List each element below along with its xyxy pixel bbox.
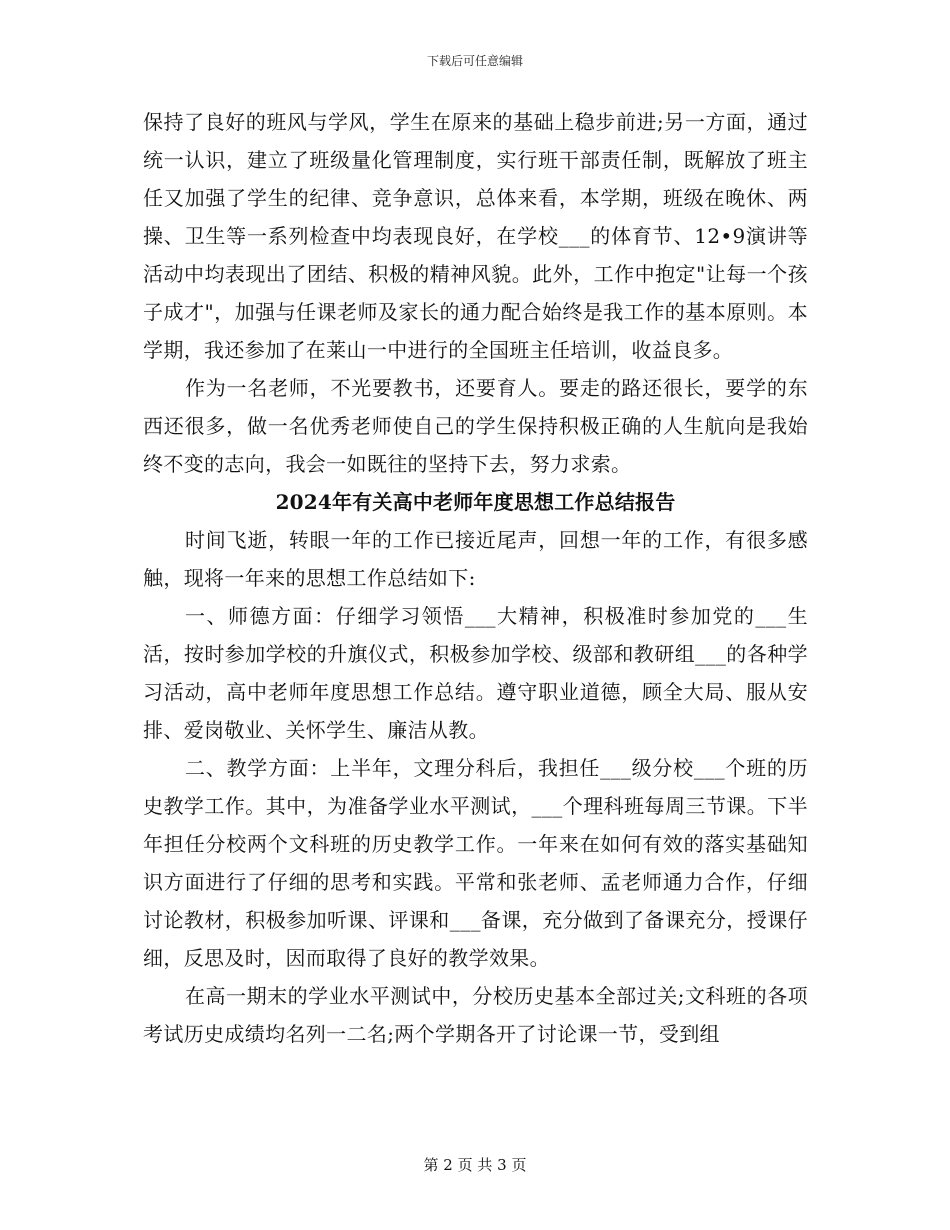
page-header: 下载后可任意编辑 [426, 54, 523, 68]
paragraph-results: 在高一期末的学业水平测试中，分校历史基本全部过关;文科班的各项考试历史成绩均名列一二名;两个学期各开了讨论课一节，受到组 [143, 984, 808, 1046]
paragraph-teaching: 二、教学方面：上半年，文理分科后，我担任___级分校___个班的历史教学工作。其中，为准备学业水平测试，___个理科班每周三节课。下半年担任分校两个文科班的历史教学工作。一年来在如何有效的落实基础知识方面进行了仔细的思考和实践。平常和张老师、孟老师通力合作，仔细讨论教材，积极参加听课、评课和___备课，充分做到了备课充分，授课仔细，反思及时，因而取得了良好的教学效果。 [143, 756, 808, 970]
paragraph-ethics: 一、师德方面：仔细学习领悟___大精神，积极准时参加党的___生活，按时参加学校的升旗仪式，积极参加学校、级部和教研组___的各种学习活动，高中老师年度思想工作总结。遵守职业道德，顾全大局、服从安排、爱岗敬业、关怀学生、廉洁从教。 [143, 604, 808, 742]
paragraph-class-management: 保持了良好的班风与学风，学生在原来的基础上稳步前进;另一方面，通过统一认识，建立了班级量化管理制度，实行班干部责任制，既解放了班主任又加强了学生的纪律、竞争意识，总体来看，本学期，班级在晚休、两操、卫生等一系列检查中均表现良好，在学校___的体育节、12•9演讲等活动中均表现出了团结、积极的精神风貌。此外，工作中抱定"让每一个孩子成才"，加强与任课老师及家长的通力配合始终是我工作的基本原则。本学期，我还参加了在莱山一中进行的全国班主任培训，收益良多。 [143, 110, 808, 362]
section-title: 2024年有关高中老师年度思想工作总结报告 [275, 490, 676, 514]
paragraph-teacher-goal: 作为一名老师，不光要教书，还要育人。要走的路还很长，要学的东西还很多，做一名优秀老师使自己的学生保持积极正确的人生航向是我始终不变的志向，我会一如既往的坚持下去，努力求索。 [143, 376, 808, 476]
paragraph-intro: 时间飞逝，转眼一年的工作已接近尾声，回想一年的工作，有很多感触，现将一年来的思想工作总结如下: [143, 528, 808, 590]
page-number: 第 2 页 共 3 页 [423, 1156, 527, 1174]
document-body [143, 103, 808, 1053]
